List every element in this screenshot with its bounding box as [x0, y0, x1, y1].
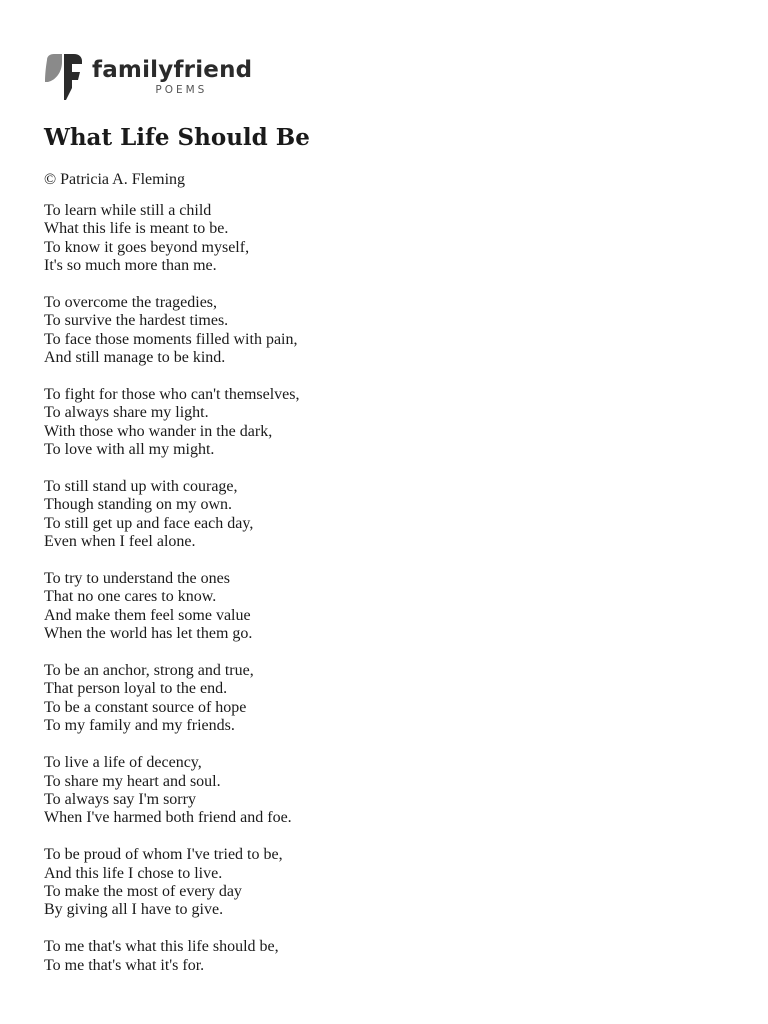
poem-line: To overcome the tragedies,: [44, 294, 218, 312]
poem-line: To my family and my friends.: [44, 717, 235, 735]
poem-stanza: [44, 386, 724, 460]
poem-line: To be an anchor, strong and true,: [44, 662, 254, 680]
poem-line: To learn while still a child: [44, 202, 212, 219]
poem-line: To still stand up with courage,: [44, 478, 238, 496]
poem-line: And make them feel some value: [44, 606, 251, 624]
poem-stanza: [44, 846, 724, 920]
poem-line: To always say I'm sorry: [44, 790, 196, 808]
poem-line: To know it goes beyond myself,: [44, 238, 250, 256]
poem-line: That person loyal to the end.: [44, 680, 228, 698]
poem-line: To survive the hardest times.: [44, 312, 229, 330]
poem-line: To me that's what it's for.: [44, 956, 205, 974]
poem-title: What Life Should Be: [44, 124, 310, 151]
poem-stanza: [44, 570, 724, 644]
poem-line: To me that's what this life should be,: [44, 938, 279, 956]
poem-line: To try to understand the ones: [44, 570, 230, 588]
site-logo[interactable]: [44, 52, 724, 102]
poem-line: Even when I feel alone.: [44, 533, 196, 551]
poem-author: © Patricia A. Fleming: [44, 171, 186, 188]
poem-line: To fight for those who can't themselves,: [44, 386, 300, 404]
logo-subtitle: POEMS: [155, 84, 208, 96]
poem-line: When the world has let them go.: [44, 625, 253, 643]
poem-line: To be a constant source of hope: [44, 698, 247, 716]
poem-stanza: [44, 478, 724, 552]
logo-brand-name: familyfriend: [92, 57, 253, 83]
poem-line: With those who wander in the dark,: [44, 422, 273, 440]
poem-body: [44, 202, 724, 975]
poem-line: What this life is meant to be.: [44, 220, 229, 238]
poem-line: Though standing on my own.: [44, 496, 232, 514]
poem-line: When I've harmed both friend and foe.: [44, 809, 292, 827]
poem-line: To love with all my might.: [44, 441, 215, 459]
poem-stanza: [44, 938, 724, 975]
poem-line: To always share my light.: [44, 404, 209, 422]
poem-stanza: [44, 294, 724, 368]
poem-line: It's so much more than me.: [44, 257, 217, 275]
family-friend-logo-icon: [44, 52, 84, 102]
poem-page: [44, 52, 724, 993]
poem-line: To share my heart and soul.: [44, 772, 221, 790]
poem-line: To face those moments filled with pain,: [44, 330, 298, 348]
poem-line: And this life I chose to live.: [44, 864, 223, 882]
poem-line: And still manage to be kind.: [44, 349, 226, 367]
poem-stanza: [44, 202, 724, 276]
poem-line: To live a life of decency,: [44, 754, 202, 772]
poem-line: That no one cares to know.: [44, 588, 217, 606]
poem-line: By giving all I have to give.: [44, 901, 224, 919]
poem-stanza: [44, 754, 724, 828]
poem-line: To still get up and face each day,: [44, 514, 254, 532]
logo-text: [92, 57, 252, 96]
poem-stanza: [44, 662, 724, 736]
poem-line: To make the most of every day: [44, 882, 242, 900]
poem-line: To be proud of whom I've tried to be,: [44, 846, 283, 864]
